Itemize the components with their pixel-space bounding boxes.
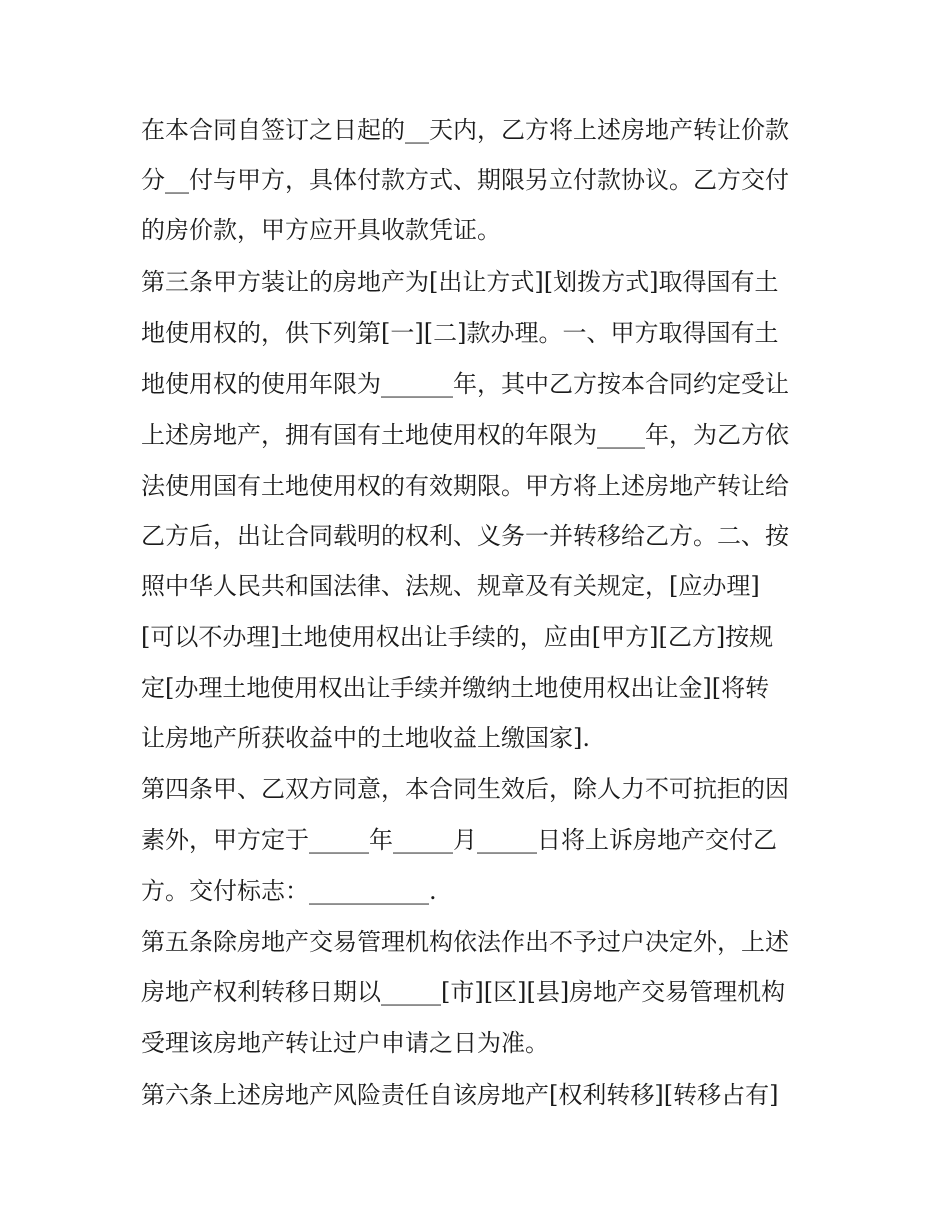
text-line-14: 第四条甲、乙双方同意，本合同生效后，除人力不可抗拒的因 bbox=[141, 775, 789, 803]
text-line-15: 素外，甲方定于_____年_____月_____日将上诉房地产交付乙 bbox=[141, 826, 777, 854]
text-line-12: 定[办理土地使用权出让手续并缴纳土地使用权出让金][将转 bbox=[141, 674, 770, 702]
text-line-16: 方。交付标志：__________. bbox=[141, 877, 437, 905]
text-line-19: 受理该房地产转让过户申请之日为准。 bbox=[141, 1029, 549, 1057]
text-line-6: 地使用权的使用年限为______年，其中乙方按本合同约定受让 bbox=[141, 370, 789, 398]
text-line-17: 第五条除房地产交易管理机构依法作出不予过户决定外，上述 bbox=[141, 928, 789, 956]
text-line-13: 让房地产所获收益中的土地收益上缴国家]. bbox=[141, 724, 590, 752]
text-line-3: 的房价款，甲方应开具收款凭证。 bbox=[141, 216, 501, 244]
text-line-1: 在本合同自签订之日起的__天内，乙方将上述房地产转让价款 bbox=[141, 116, 789, 144]
text-line-7: 上述房地产，拥有国有土地使用权的年限为____年，为乙方依 bbox=[141, 421, 789, 449]
text-line-8: 法使用国有土地使用权的有效期限。甲方将上述房地产转让给 bbox=[141, 472, 789, 500]
text-line-18: 房地产权利转移日期以_____[市][区][县]房地产交易管理机构 bbox=[141, 978, 786, 1006]
text-line-10: 照中华人民共和国法律、法规、规章及有关规定，[应办理] bbox=[141, 572, 760, 600]
text-line-9: 乙方后，出让合同载明的权利、义务一并转移给乙方。二、按 bbox=[141, 522, 789, 550]
text-line-11: [可以不办理]土地使用权出让手续的，应由[甲方][乙方]按规 bbox=[141, 623, 774, 651]
text-line-20: 第六条上述房地产风险责任自该房地产[权利转移][转移占有] bbox=[141, 1081, 779, 1109]
text-line-5: 地使用权的，供下列第[一][二]款办理。一、甲方取得国有土 bbox=[141, 319, 779, 347]
text-line-4: 第三条甲方装让的房地产为[出让方式][划拨方式]取得国有土 bbox=[141, 268, 779, 296]
text-line-2: 分__付与甲方，具体付款方式、期限另立付款协议。乙方交付 bbox=[141, 166, 789, 194]
